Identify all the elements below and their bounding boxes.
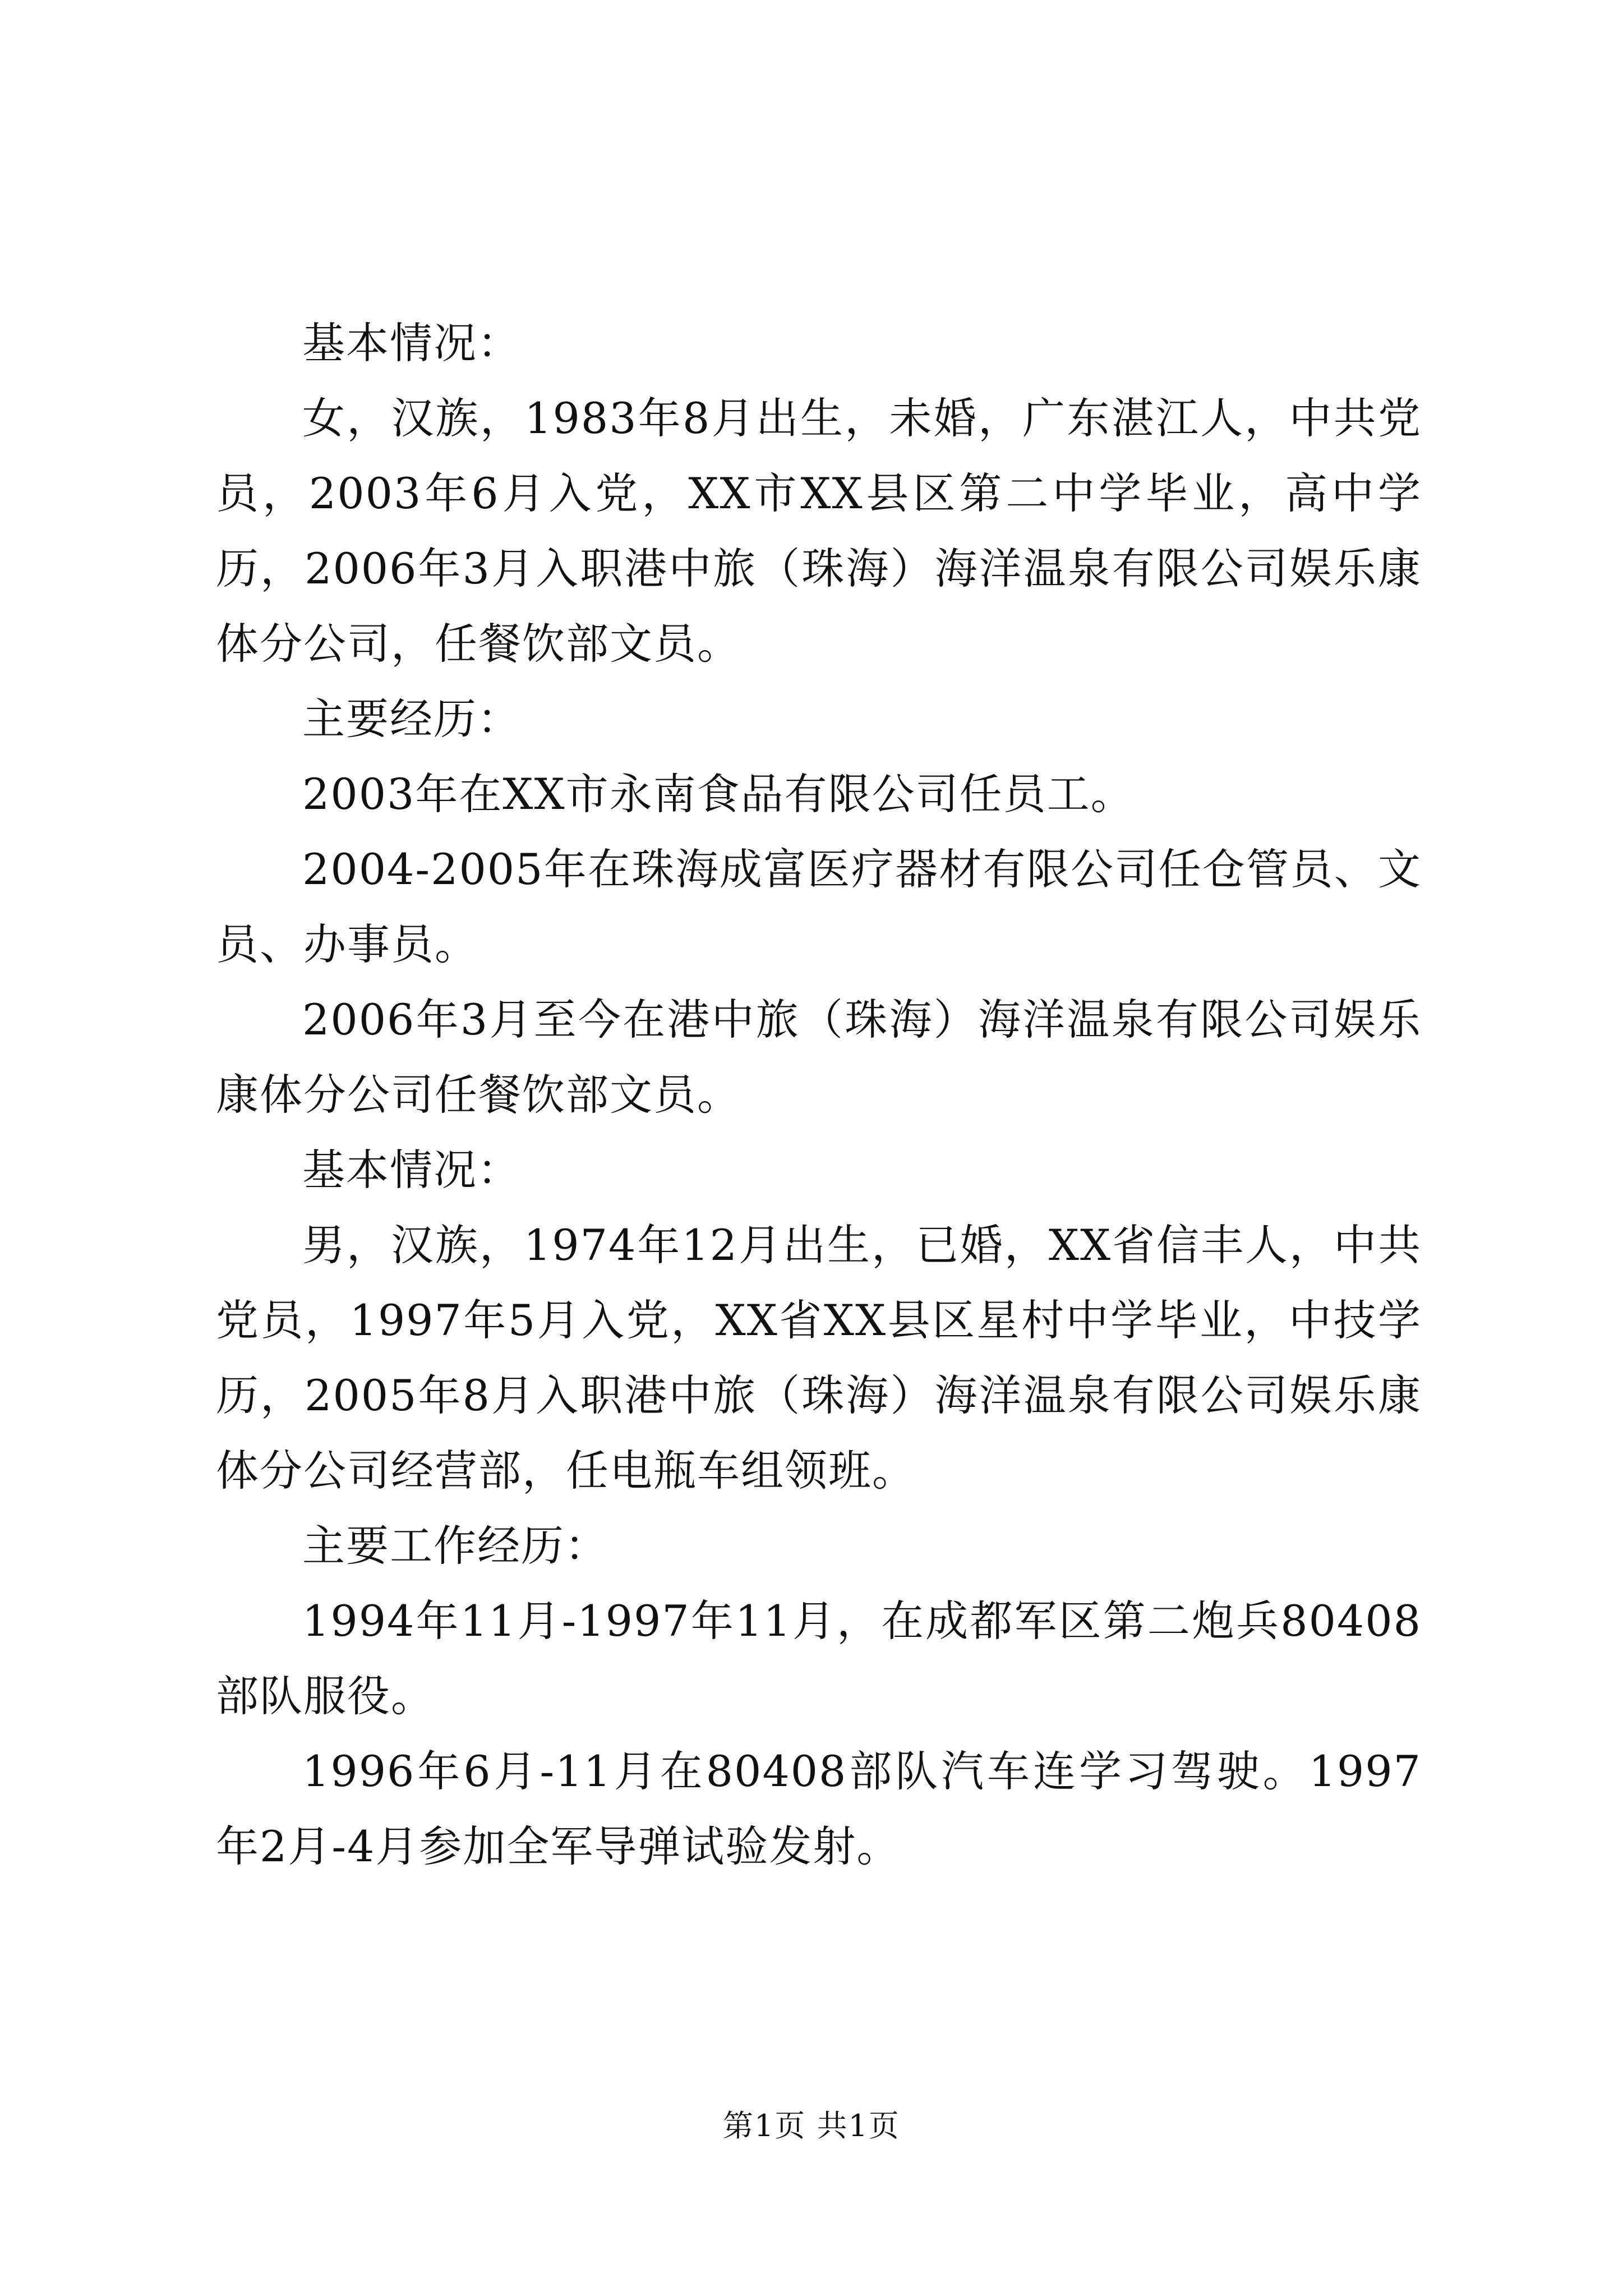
section-heading-basic-info: 基本情况：	[302, 318, 521, 368]
paragraph-experience-item: 2003年在XX市永南食品有限公司任员工。	[302, 769, 1135, 819]
section-heading-work-experience: 主要工作经历：	[302, 1521, 608, 1571]
section-heading-basic-info: 基本情况：	[302, 1145, 521, 1195]
paragraph-experience-item: 2006年3月至今在港中旅（珠海）海洋温泉有限公司娱乐康体分公司任餐饮部文员。	[216, 995, 1422, 1120]
paragraph-profile: 男，汉族，1974年12月出生，已婚，XX省信丰人，中共党员，1997年5月入党，XX省XX县区星村中学毕业，中技学历，2005年8月入职港中旅（珠海）海洋温泉有限公司娱乐康体分公司经营部，任电瓶车组领班。	[216, 1220, 1422, 1496]
paragraph-profile: 女，汉族，1983年8月出生，未婚，广东湛江人，中共党员，2003年6月入党，XX市XX县区第二中学毕业，高中学历，2006年3月入职港中旅（珠海）海洋温泉有限公司娱乐康体分公司，任餐饮部文员。	[216, 393, 1422, 669]
paragraph-experience-item: 2004-2005年在珠海成富医疗器材有限公司任仓管员、文员、办事员。	[216, 844, 1422, 969]
page-footer: 第1页 共1页	[723, 2108, 900, 2143]
paragraph-experience-item: 1994年11月-1997年11月，在成都军区第二炮兵80408部队服役。	[216, 1596, 1422, 1721]
document-body	[216, 306, 1422, 1884]
paragraph-experience-item: 1996年6月-11月在80408部队汽车连学习驾驶。1997年2月-4月参加全军导弹试验发射。	[216, 1746, 1422, 1871]
section-heading-experience: 主要经历：	[302, 694, 521, 744]
